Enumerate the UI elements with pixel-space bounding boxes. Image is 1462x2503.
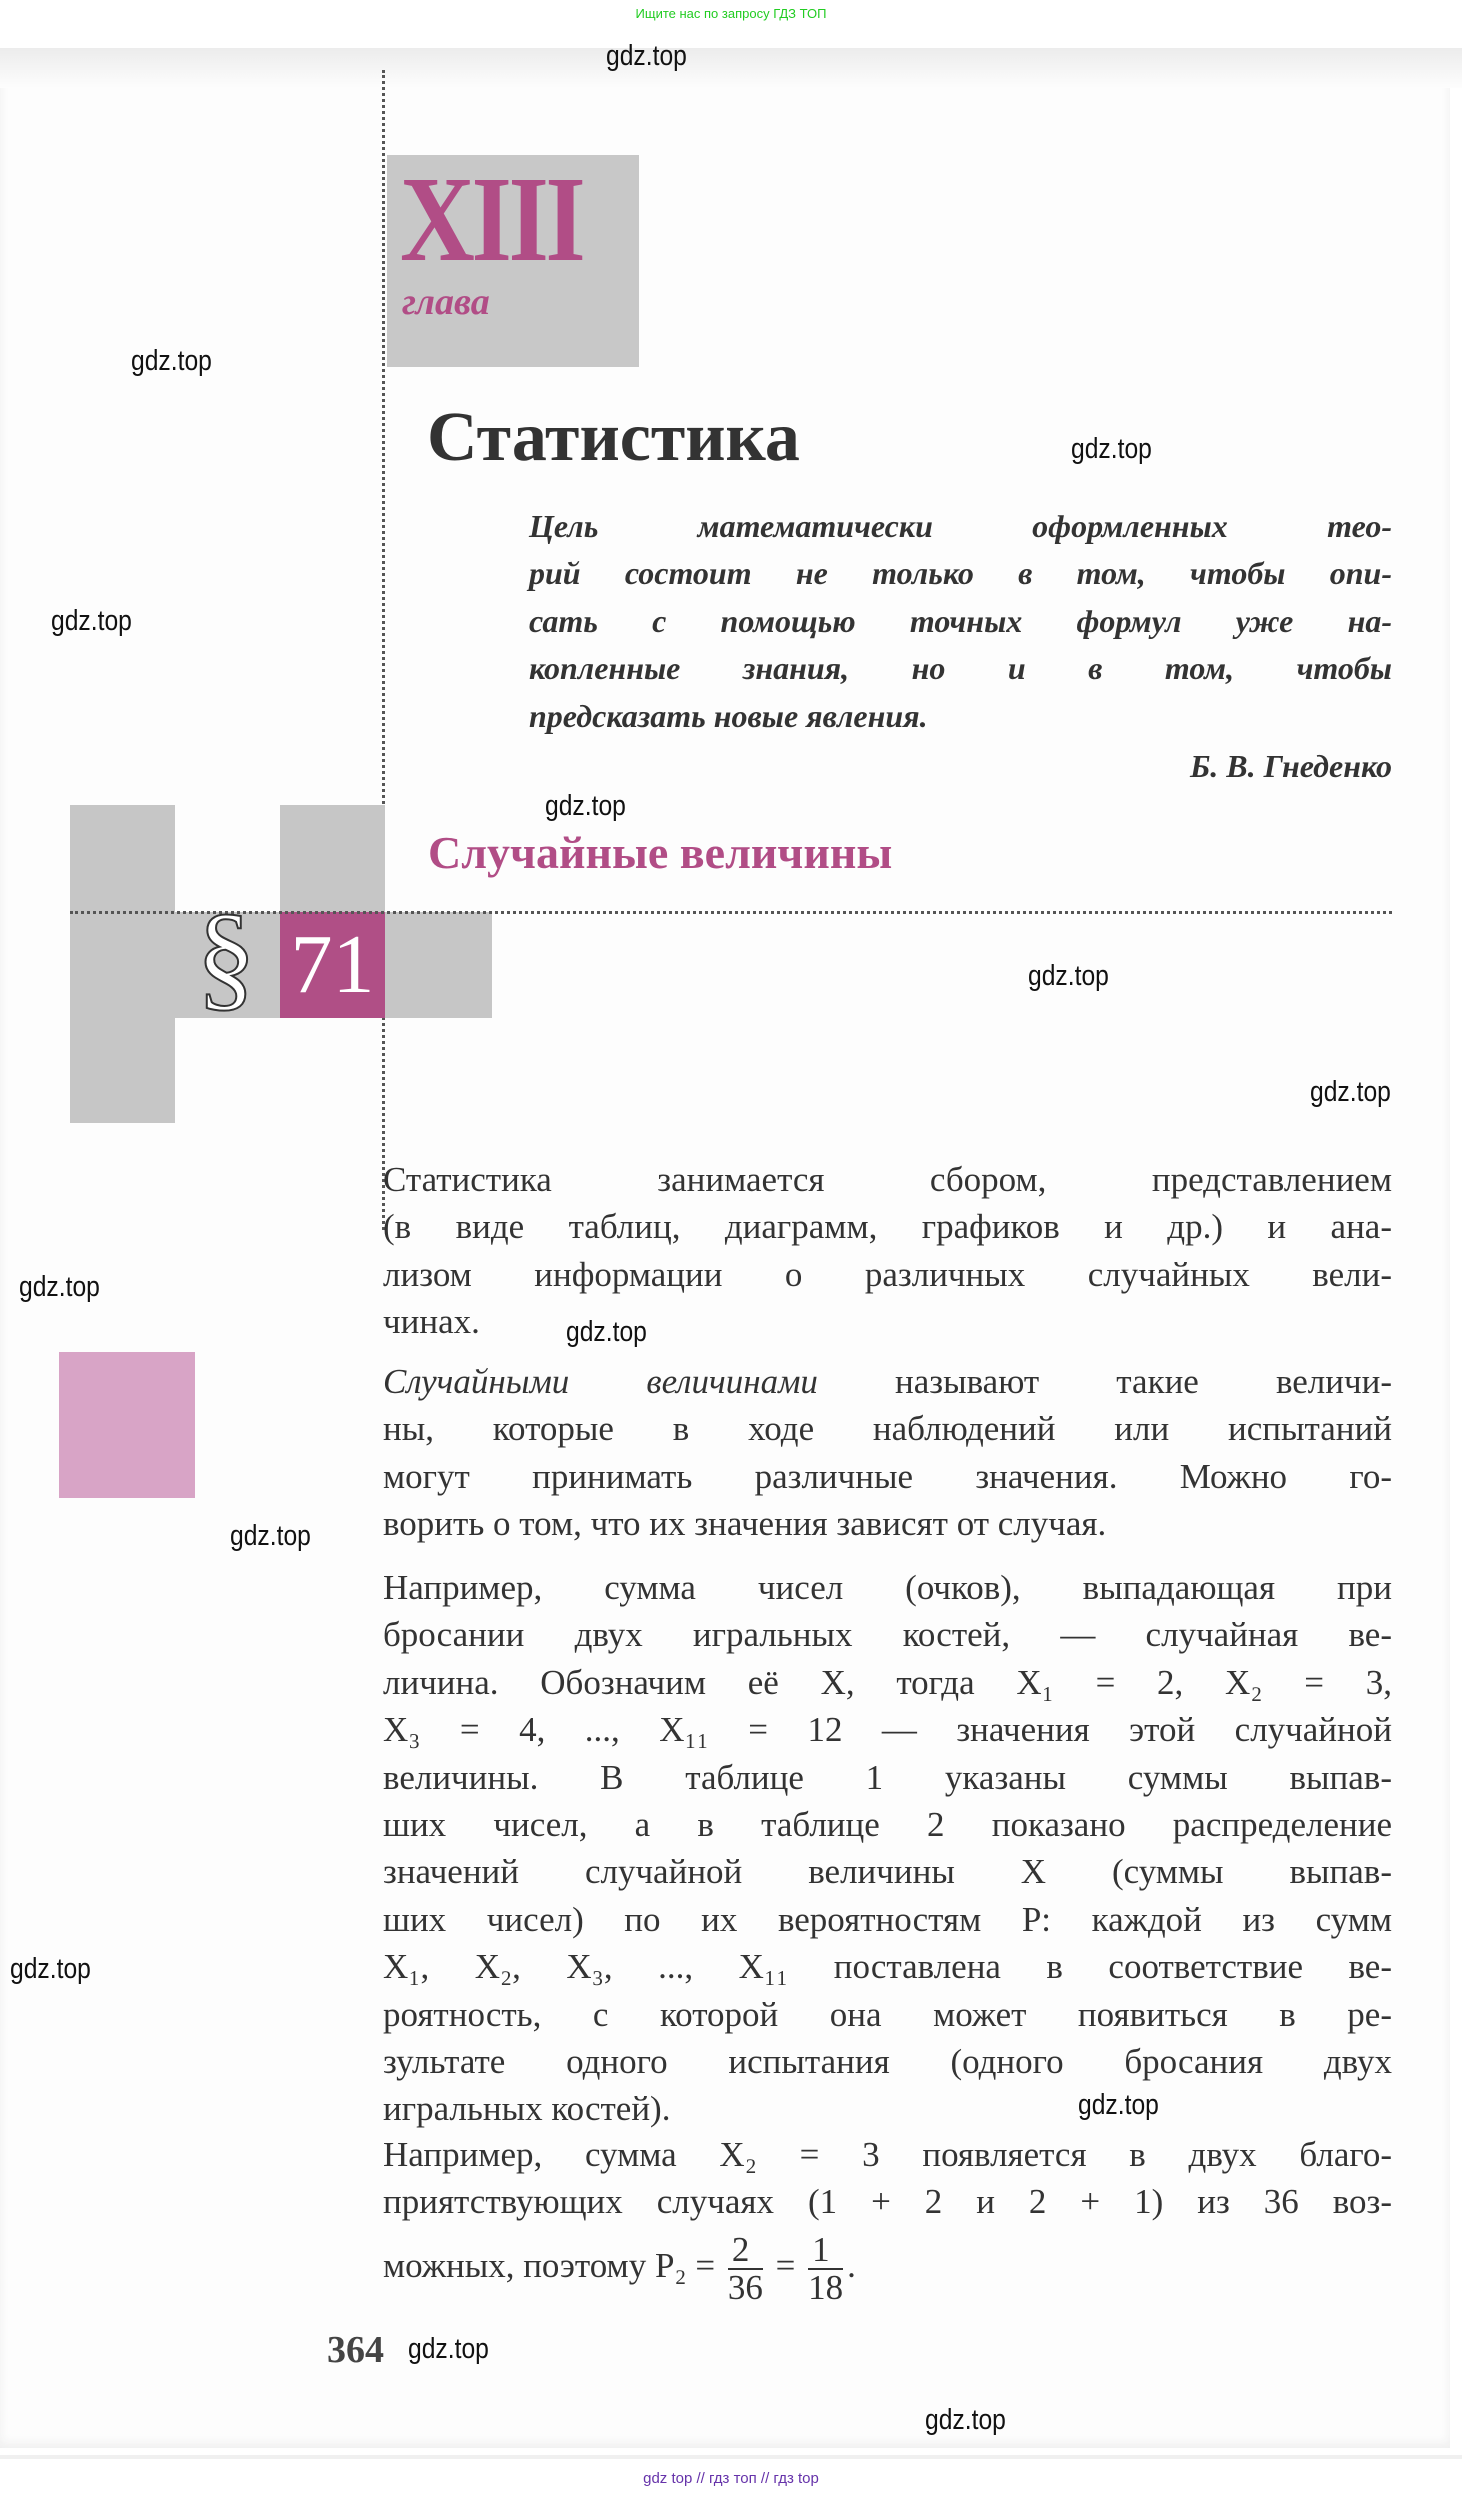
denominator: 18 [808, 2267, 844, 2307]
decor-gray-block [280, 805, 385, 912]
epigraph-line: рий состоит не только в том, чтобы опи- [529, 555, 1392, 592]
text-line: роятность, с которой она может появиться в ре- [383, 1994, 1392, 2034]
watermark: gdz.top [606, 40, 687, 72]
text-line: ших чисел, а в таблице 2 показано распределение [383, 1804, 1392, 1844]
epigraph-line: сать с помощью точных формул уже на- [529, 602, 1392, 639]
chapter-title: Статистика [427, 399, 800, 476]
watermark: gdz.top [1310, 1076, 1391, 1108]
watermark: gdz.top [408, 2333, 489, 2365]
text-line: X₁, X₂, X₃, ..., X₁₁ поставлена в соответствие ве- [383, 1947, 1392, 1987]
epigraph-line: Цель математически оформленных тео- [529, 508, 1392, 544]
section-title: Случайные величины [428, 827, 893, 878]
text-line: игральных костей). [383, 2089, 671, 2129]
text-line: Например, сумма чисел (очков), выпадающая при [383, 1568, 1392, 1607]
text-line: могут принимать различные значения. Можно го- [383, 1456, 1392, 1496]
text-line: ших чисел) по их вероятностям P: каждой из сумм [383, 1899, 1392, 1939]
chapter-number: XIII [400, 152, 583, 287]
fraction [808, 2229, 844, 2307]
text-line: (в виде таблиц, диаграмм, графиков и др.) и ана- [383, 1207, 1392, 1247]
text-line: значений случайной величины X (суммы выпав- [383, 1852, 1392, 1892]
top-banner[interactable]: Ищите нас по запросу ГДЗ ТОП [635, 6, 827, 21]
chapter-label: глава [402, 281, 490, 323]
watermark: gdz.top [1028, 960, 1109, 992]
paragraph-intro [383, 1156, 1392, 1346]
text-line: лизом информации о различных случайных вели- [383, 1254, 1392, 1294]
equals-sign: = [766, 2245, 805, 2285]
text-line: X₃ = 4, ..., X₁₁ = 12 — значения этой случайной [383, 1710, 1392, 1750]
text-line: величины. В таблице 1 указаны суммы выпав- [383, 1757, 1392, 1797]
watermark: gdz.top [131, 345, 212, 377]
watermark: gdz.top [925, 2404, 1006, 2436]
watermark: gdz.top [10, 1953, 91, 1985]
watermark: gdz.top [1078, 2089, 1159, 2121]
fraction [727, 2229, 763, 2307]
text-line: бросании двух игральных костей, — случайная ве- [383, 1615, 1392, 1655]
footer-links[interactable]: gdz top // гдз топ // гдз top [643, 2470, 819, 2487]
text-line: чинах. [383, 1302, 480, 1342]
paragraph-definition [383, 1358, 1392, 1548]
numerator: 1 [808, 2232, 843, 2270]
watermark: gdz.top [51, 605, 132, 637]
epigraph [529, 502, 1392, 739]
epigraph-line: копленные знания, но и в том, чтобы [529, 650, 1392, 687]
horizontal-dotted-rule [70, 911, 1392, 914]
denominator: 36 [727, 2267, 763, 2307]
page-shadow [0, 48, 1462, 88]
text-line: приятствующих случаях (1 + 2 и 2 + 1) из 36 воз- [383, 2182, 1392, 2222]
paragraph-probability [383, 2131, 1392, 2306]
period: . [847, 2245, 856, 2285]
text-line [383, 1358, 1392, 1405]
numerator: 2 [728, 2232, 763, 2270]
text-line: ны, которые в ходе наблюдений или испытаний [383, 1409, 1392, 1449]
text-line: зультате одного испытания (одного бросания двух [383, 2041, 1392, 2081]
formula-line [383, 2226, 1392, 2306]
page-number: 364 [327, 2329, 384, 2371]
watermark: gdz.top [566, 1316, 647, 1348]
text-fragment: называют такие величи- [817, 1362, 1392, 1401]
watermark: gdz.top [19, 1271, 100, 1303]
text-line: ворить о том, что их значения зависят от случая. [383, 1504, 1107, 1544]
definition-marker [59, 1352, 195, 1498]
section-number: 71 [290, 918, 375, 1011]
text-line: личина. Обозначим её X, тогда X₁ = 2, X₂ = 3, [383, 1662, 1392, 1702]
defined-term: Случайными величинами [383, 1362, 818, 1401]
text-fragment: можных, поэтому P₂ = [383, 2245, 724, 2285]
epigraph-line: предсказать новые явления. [529, 697, 928, 734]
vertical-dotted-rule [382, 70, 385, 1230]
watermark: gdz.top [230, 1520, 311, 1552]
paragraph-example [383, 1564, 1392, 2133]
epigraph-author: Б. В. Гнеденко [1189, 748, 1392, 784]
text-line: Статистика занимается сбором, представлением [383, 1160, 1392, 1199]
text-line: Например, сумма X₂ = 3 появляется в двух благо- [383, 2135, 1392, 2174]
section-sign-icon: § [196, 889, 256, 1022]
watermark: gdz.top [1071, 433, 1152, 465]
watermark: gdz.top [545, 790, 626, 822]
